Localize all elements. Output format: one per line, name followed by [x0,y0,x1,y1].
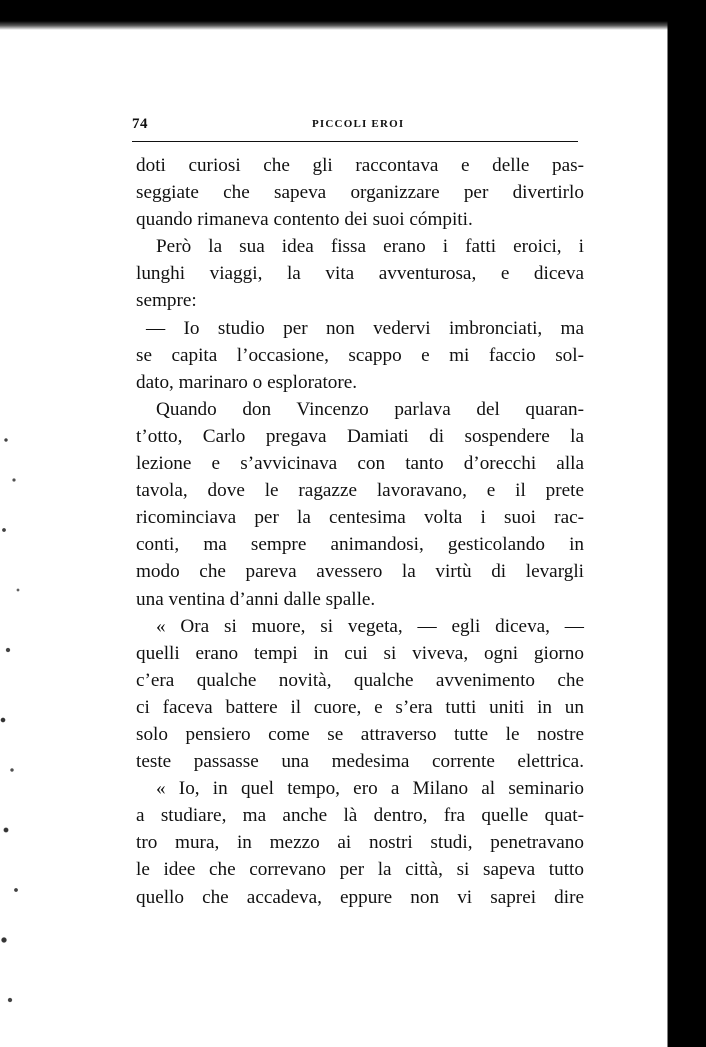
text-line: seggiate che sapeva organizzare per divertirlo [136,182,584,204]
text-line: una ventina d’anni dalle spalle. [136,588,376,610]
text-line: c’era qualche novità, qualche avvenimento che [136,669,584,691]
text-line: conti, ma sempre animandosi, gesticolando in [136,534,584,556]
text-line: Quando don Vincenzo parlava del quaran- [156,398,584,420]
text-line: solo pensiero come se attraverso tutte le nostre [136,723,584,745]
running-title: PICCOLI EROI [312,118,405,130]
text-line: a studiare, ma anche là dentro, fra quelle quat- [136,805,584,827]
text-line: quando rimaneva contento dei suoi cómpiti. [136,209,473,231]
text-line: ci faceva battere il cuore, e s’era tutti uniti in un [136,696,584,718]
text-line: lezione e s’avvicinava con tanto d’orecchi alla [136,453,584,475]
text-line: sempre: [136,290,197,312]
text-line: « Io, in quel tempo, ero a Milano al seminario [156,778,584,800]
text-line: quello che accadeva, eppure non vi saprei dire [136,886,584,908]
text-line: tavola, dove le ragazze lavoravano, e il prete [136,480,584,502]
text-line: t’otto, Carlo pregava Damiati di sospendere la [136,425,584,447]
text-line: se capita l’occasione, scappo e mi faccio sol- [136,344,584,366]
text-line: modo che pareva avessero la virtù di levargli [136,561,584,583]
header-rule [132,141,578,142]
text-line: ricominciava per la centesima volta i suoi rac- [136,507,584,529]
scan-top-edge [0,0,706,30]
text-line: — Io studio per non vedervi imbronciati, ma [146,317,584,339]
page-header [132,116,578,138]
text-line: doti curiosi che gli raccontava e delle pas- [136,155,584,176]
text-line: « Ora si muore, si vegeta, — egli diceva, — [156,615,584,637]
text-line: dato, marinaro o esploratore. [136,371,358,393]
text-line: lunghi viaggi, la vita avventurosa, e diceva [136,263,584,285]
text-line: teste passasse una medesima corrente elettrica. [136,751,584,773]
text-line: tro mura, in mezzo ai nostri studi, penetravano [136,832,584,854]
scan-right-edge [656,0,706,1047]
page-number: 74 [132,116,148,132]
text-line: Però la sua idea fissa erano i fatti eroici, i [156,236,584,258]
body-text [136,152,584,911]
text-line: le idee che correvano per la città, si sapeva tutto [136,859,584,881]
scan-left-speckle [0,420,26,1047]
text-line: quelli erano tempi in cui si viveva, ogni giorno [136,642,584,664]
